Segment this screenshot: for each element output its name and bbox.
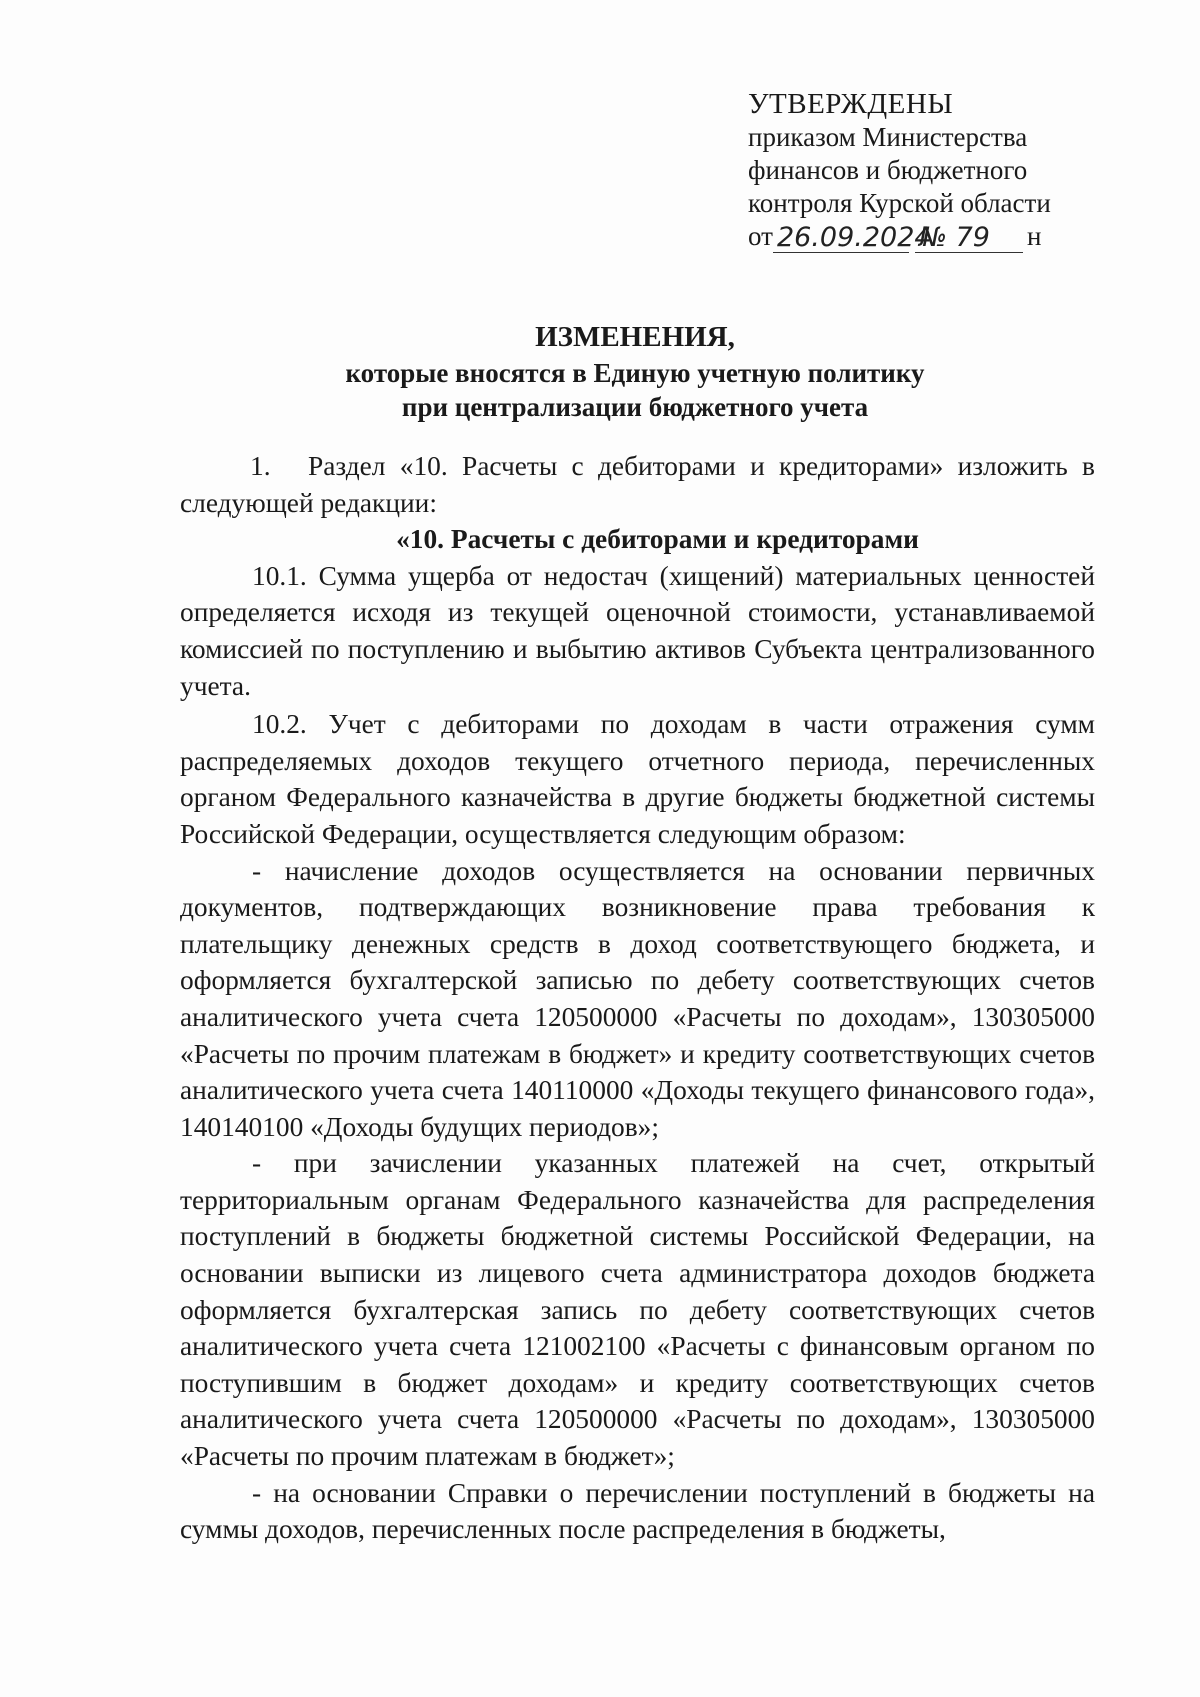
approval-line-2: финансов и бюджетного: [748, 155, 1028, 185]
approval-line-3: контроля Курской области: [748, 188, 1051, 218]
handwritten-number: № 79: [915, 224, 1023, 253]
document-title: ИЗМЕНЕНИЯ,: [535, 321, 735, 353]
bullet-item-2: - при зачислении указанных платежей на счет, открытый территориальным органам Федерального казначейства для распределения поступлений в бюджеты бюджетной системы Российской Федерации, на основании выписки из лицевого счета администратора доходов бюджета оформляется бухгалтерская запись по дебету соответствующих счетов аналитического учета счета 121002100 «Расчеты с финансовым органом по поступившим в бюджет доходам» и кредиту соответствующих счетов аналитического учета счета 120500000 «Расчеты по доходам», 130305000 «Расчеты по прочим платежам в бюджет»;: [180, 1148, 1095, 1472]
bullet-item-1: - начисление доходов осуществляется на основании первичных документов, подтверждающих возникновение права требования к плательщику денежных средств в доход соответствующего бюджета, и оформляется бухгалтерской записью по дебету соответствующих счетов аналитического учета счета 120500000 «Расчеты по доходам», 130305000 «Расчеты по прочим платежам в бюджет» и кредиту соответствующих счетов аналитического учета счета 140110000 «Доходы текущего финансового года», 140140100 «Доходы будущих периодов»;: [180, 855, 1095, 1142]
paragraph-1-number: 1.: [250, 451, 271, 481]
handwritten-date: 26.09.2024: [773, 224, 909, 253]
paragraph-1-text: Раздел «10. Расчеты с дебиторами и кредиторами» изложить в следующей редакции:: [180, 451, 1095, 518]
approval-heading: УТВЕРЖДЕНЫ: [748, 88, 954, 120]
approval-suffix: н: [1026, 221, 1042, 251]
approval-line-1: приказом Министерства: [748, 122, 1028, 152]
paragraph-10-1: 10.1. Сумма ущерба от недостач (хищений) материальных ценностей определяется исходя из текущей оценочной стоимости, устанавливаемой комиссией по поступлению и выбытию активов Субъекта централизованного учета.: [180, 560, 1095, 701]
approval-date-line: [748, 220, 1108, 253]
approval-prefix: от: [748, 221, 773, 251]
paragraph-10-2: 10.2. Учет с дебиторами по доходам в части отражения сумм распределяемых доходов текущего отчетного периода, перечисленных органом Федерального казначейства в другие бюджеты бюджетной системы Российской Федерации, осуществляется следующим образом:: [180, 709, 1095, 849]
title-block: [160, 318, 1110, 424]
paragraph-1: [180, 448, 1095, 521]
document-body: [180, 448, 1095, 1548]
bullet-item-3: - на основании Справки о перечислении поступлений в бюджеты на суммы доходов, перечисленных после распределения в бюджеты,: [180, 1477, 1095, 1545]
document-subtitle-1: которые вносятся в Единую учетную политику: [345, 358, 925, 388]
document-subtitle-2: при централизации бюджетного учета: [401, 392, 869, 422]
approval-block: [748, 88, 1108, 253]
section-heading: «10. Расчеты с дебиторами и кредиторами: [396, 524, 919, 555]
